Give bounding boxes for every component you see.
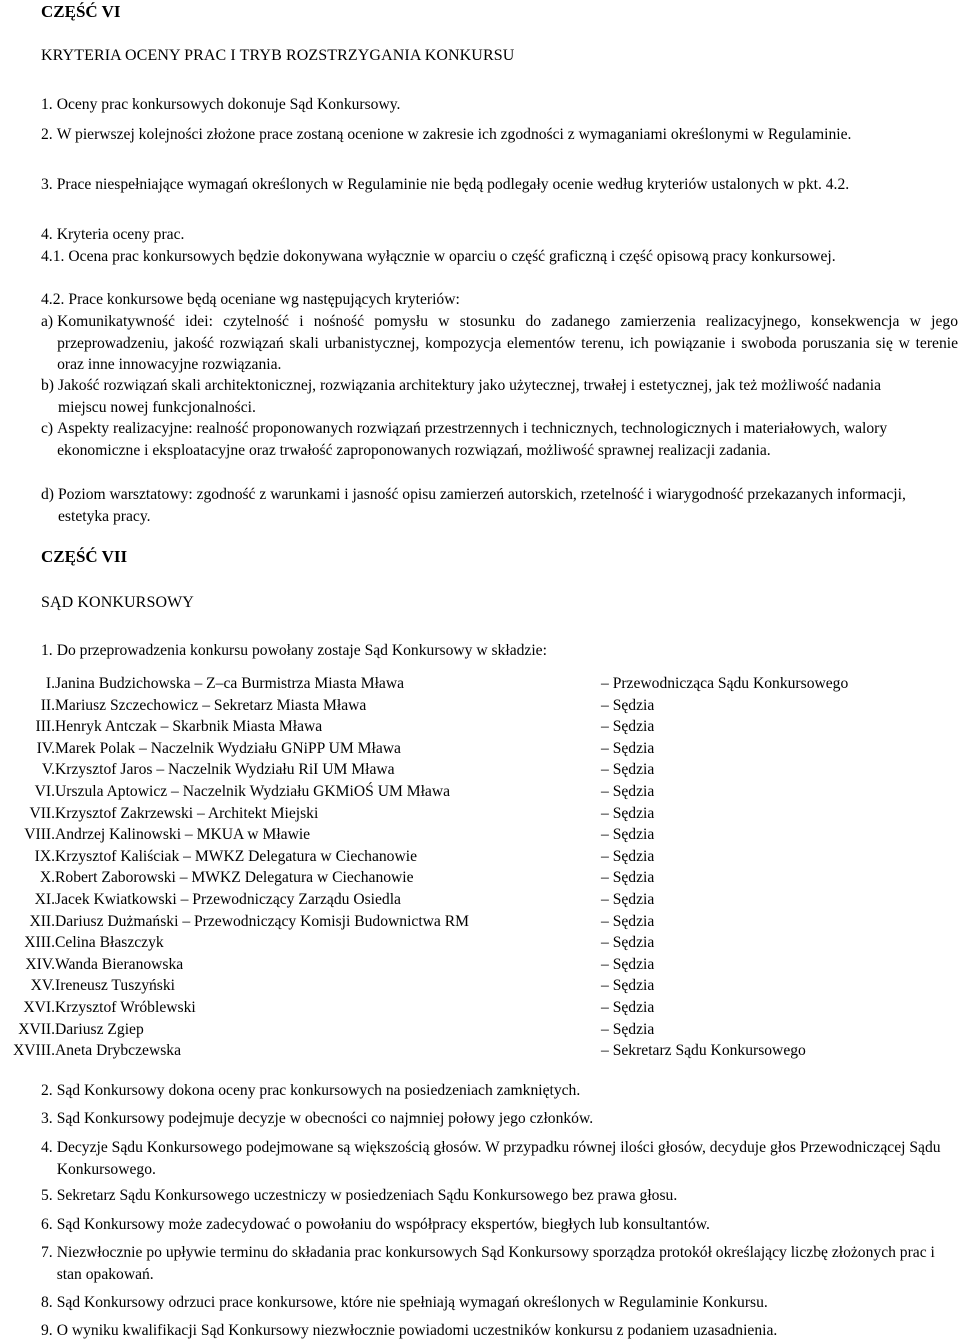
jury-member-role: – Sędzia xyxy=(601,739,655,757)
jury-member-name: Urszula Aptowicz – Naczelnik Wydziału GKMiOŚ UM Mława xyxy=(55,782,451,800)
item-number: 5. xyxy=(41,1187,53,1204)
criterion-letter: d) xyxy=(41,486,54,503)
item-number: 4. xyxy=(41,1139,53,1156)
item-number: 6. xyxy=(41,1216,53,1233)
jury-member-role: – Sędzia xyxy=(601,696,655,714)
jury-member-name: Ireneusz Tuszyński xyxy=(55,977,175,995)
jury-member-name: Andrzej Kalinowski – MKUA w Mławie xyxy=(55,826,311,844)
item-text: Sąd Konkursowy odrzuci prace konkursowe, które nie spełniają wymagań określonych w Regulaminie Konkursu. xyxy=(56,1294,768,1311)
jury-member-name: Aneta Drybczewska xyxy=(55,1042,181,1060)
jury-member-role: – Sędzia xyxy=(601,955,655,973)
item-text: Sąd Konkursowy dokona oceny prac konkursowych na posiedzeniach zamkniętych. xyxy=(56,1082,581,1099)
jury-row xyxy=(13,803,848,825)
jury-member-name: Henryk Antczak – Skarbnik Miasta Mława xyxy=(55,718,323,736)
jury-row xyxy=(13,759,848,781)
item-text: W pierwszej kolejności złożone prace zostaną ocenione w zakresie ich zgodności z wymaganiami określonymi w Regulaminie. xyxy=(56,126,852,143)
jury-member-role: – Sędzia xyxy=(601,761,655,779)
jury-roman-numeral: XVII. xyxy=(18,1020,55,1038)
jury-member-name: Krzysztof Wróblewski xyxy=(55,998,196,1016)
jury-roman-numeral: IV. xyxy=(36,739,55,757)
item-number: 8. xyxy=(41,1294,53,1311)
jury-roman-numeral: XII. xyxy=(29,912,55,930)
jury-roman-numeral: I. xyxy=(45,675,55,692)
jury-roman-numeral: III. xyxy=(35,718,55,736)
jury-row xyxy=(13,867,848,889)
part6-heading: CZĘŚĆ VI xyxy=(41,2,121,21)
jury-member-role: – Sędzia xyxy=(601,804,655,822)
jury-member-role: – Sędzia xyxy=(601,782,655,800)
item-text: Niezwłocznie po upływie terminu do składania prac konkursowych Sąd Konkursowy sporządza protokół określający liczbę złożonych prac i stan opakowań. xyxy=(56,1244,935,1283)
list-item xyxy=(41,1242,958,1285)
item-text: Decyzje Sądu Konkursowego podejmowane są większością głosów. W przypadku równej ilości głosów, decyduje głos Przewodniczącej Sądu Konkursowego. xyxy=(56,1139,941,1178)
list-item xyxy=(41,94,941,116)
item-text: Sekretarz Sądu Konkursowego uczestniczy w posiedzeniach Sądu Konkursowego bez prawa głosu. xyxy=(56,1187,678,1204)
criterion-letter: a) xyxy=(41,313,54,330)
jury-member-role: – Przewodnicząca Sądu Konkursowego xyxy=(601,675,849,692)
item-number: 1. xyxy=(41,96,53,113)
list-item xyxy=(41,1137,958,1180)
list-item xyxy=(41,640,941,662)
list-item xyxy=(41,1185,941,1207)
criterion-text: Komunikatywność idei: czytelność i nośność pomysłu w stosunku do zadanego zamierzenia realizacyjnego, konsekwencja w jego przeprowadzeniu, jakość rozwiązań skali urbanistycznej, kompozycja elementów terenu, ich powiązanie i swoboda poruszania się w terenie oraz inne innowacyjne rozwiązania. xyxy=(57,313,958,373)
criterion-item xyxy=(41,418,921,461)
jury-member-name: Janina Budzichowska – Z–ca Burmistrza Miasta Mława xyxy=(55,675,405,692)
jury-roman-numeral: XVI. xyxy=(23,998,55,1016)
jury-row xyxy=(13,975,848,997)
jury-roman-numeral: IX. xyxy=(34,847,55,865)
criterion-letter: c) xyxy=(41,420,54,437)
jury-member-name: Marek Polak – Naczelnik Wydziału GNiPP UM Mława xyxy=(55,739,401,757)
jury-row xyxy=(13,673,848,695)
jury-member-name: Robert Zaborowski – MWKZ Delegatura w Ciechanowie xyxy=(55,869,414,887)
list-item xyxy=(41,1292,958,1314)
jury-row xyxy=(13,1019,848,1041)
part7-heading: CZĘŚĆ VII xyxy=(41,547,128,566)
jury-member-name: Dariusz Dużmański – Przewodniczący Komisji Budownictwa RM xyxy=(55,912,470,930)
item-number: 4. xyxy=(41,226,53,243)
jury-member-role: – Sędzia xyxy=(601,718,655,736)
item-text: Prace niespełniające wymagań określonych w Regulaminie nie będą podlegały ocenie według kryteriów ustalonych w pkt. 4.2. xyxy=(56,176,850,193)
jury-member-role: – Sędzia xyxy=(601,826,655,844)
criterion-letter: b) xyxy=(41,377,54,394)
jury-member-name: Dariusz Zgiep xyxy=(55,1020,144,1038)
jury-row xyxy=(13,932,848,954)
criterion-text: Poziom warsztatowy: zgodność z warunkami i jasność opisu zamierzeń autorskich, rzetelność i wiarygodność przekazanych informacji, estetyka pracy. xyxy=(58,486,906,525)
list-item xyxy=(41,289,941,311)
criterion-item xyxy=(41,375,921,418)
list-item xyxy=(41,246,911,268)
jury-row xyxy=(13,846,848,868)
list-item xyxy=(41,174,941,196)
list-item xyxy=(41,1080,941,1102)
item-text: Sąd Konkursowy może zadecydować o powołaniu do współpracy ekspertów, biegłych lub konsultantów. xyxy=(56,1216,710,1233)
jury-roman-numeral: XI. xyxy=(34,890,55,908)
jury-member-role: – Sędzia xyxy=(601,890,655,908)
jury-member-name: Jacek Kwiatkowski – Przewodniczący Zarządu Osiedla xyxy=(55,890,401,908)
list-item xyxy=(41,1214,941,1236)
item-number: 2. xyxy=(41,1082,53,1099)
jury-roman-numeral: XVIII. xyxy=(13,1042,55,1060)
jury-member-role: – Sędzia xyxy=(601,869,655,887)
item-text: O wyniku kwalifikacji Sąd Konkursowy niezwłocznie powiadomi uczestników konkursu z podaniem uzasadnienia. xyxy=(56,1322,778,1339)
jury-member-role: – Sędzia xyxy=(601,934,655,952)
item-text: Oceny prac konkursowych dokonuje Sąd Konkursowy. xyxy=(56,96,401,113)
criterion-text: Aspekty realizacyjne: realność proponowanych rozwiązań przestrzennych i technicznych, technologicznych i materiałowych, walory ekonomiczne i eksploatacyjne oraz trwałość zaproponowanych rozwiązań, możliwość sprawnej realizacji zadania. xyxy=(57,420,888,459)
item-text: Kryteria oceny prac. xyxy=(56,226,185,243)
jury-member-name: Wanda Bieranowska xyxy=(55,955,184,973)
part6-subheading: KRYTERIA OCENY PRAC I TRYB ROZSTRZYGANIA KONKURSU xyxy=(41,47,515,64)
item-number: 4.1. xyxy=(41,248,65,265)
item-text: Prace konkursowe będą oceniane wg następujących kryteriów: xyxy=(68,291,460,308)
list-item xyxy=(41,124,941,146)
jury-member-name: Krzysztof Jaros – Naczelnik Wydziału RiI UM Mława xyxy=(55,761,395,779)
item-number: 2. xyxy=(41,126,53,143)
item-text: Sąd Konkursowy podejmuje decyzje w obecności co najmniej połowy jego członków. xyxy=(56,1110,594,1127)
jury-member-role: – Sędzia xyxy=(601,977,655,995)
jury-roman-numeral: VIII. xyxy=(24,826,55,844)
jury-roman-numeral: XV. xyxy=(30,977,55,995)
jury-member-role: – Sędzia xyxy=(601,1020,655,1038)
item-number: 3. xyxy=(41,1110,53,1127)
jury-member-name: Celina Błaszczyk xyxy=(55,934,164,952)
item-number: 7. xyxy=(41,1244,53,1261)
jury-roman-numeral: VI. xyxy=(34,782,55,800)
jury-member-name: Krzysztof Zakrzewski – Architekt Miejski xyxy=(55,804,319,822)
jury-member-role: – Sekretarz Sądu Konkursowego xyxy=(601,1042,806,1060)
list-item xyxy=(41,1108,941,1130)
jury-member-name: Krzysztof Kaliściak – MWKZ Delegatura w Ciechanowie xyxy=(55,847,417,865)
jury-row xyxy=(13,781,848,803)
item-text: Ocena prac konkursowych będzie dokonywana wyłącznie w oparciu o część graficzną i część opisową pracy konkursowej. xyxy=(68,248,836,265)
jury-row xyxy=(13,716,848,738)
jury-member-role: – Sędzia xyxy=(601,912,655,930)
jury-member-name: Mariusz Szczechowicz – Sekretarz Miasta Mława xyxy=(55,696,367,714)
item-number: 4.2. xyxy=(41,291,65,308)
jury-roman-numeral: II. xyxy=(40,696,55,714)
jury-row xyxy=(13,695,848,717)
item-text: Do przeprowadzenia konkursu powołany zostaje Sąd Konkursowy w składzie: xyxy=(56,642,547,659)
jury-table xyxy=(13,673,848,1062)
criterion-item xyxy=(41,484,921,527)
item-number: 9. xyxy=(41,1322,53,1339)
list-item xyxy=(41,224,941,246)
jury-row xyxy=(13,824,848,846)
jury-member-role: – Sędzia xyxy=(601,847,655,865)
list-item xyxy=(41,1320,958,1342)
jury-row xyxy=(13,997,848,1019)
jury-roman-numeral: XIV. xyxy=(25,955,55,973)
part7-subheading: SĄD KONKURSOWY xyxy=(41,594,194,611)
jury-roman-numeral: XIII. xyxy=(24,934,55,952)
item-number: 3. xyxy=(41,176,53,193)
jury-row xyxy=(13,911,848,933)
criterion-item xyxy=(41,311,958,376)
jury-roman-numeral: X. xyxy=(39,869,55,887)
jury-member-role: – Sędzia xyxy=(601,998,655,1016)
criterion-text: Jakość rozwiązań skali architektonicznej, rozwiązania architektury jako użytecznej, trwałej i estetycznej, jak też możliwość nadania miejscu nowej funkcjonalności. xyxy=(58,377,882,416)
jury-row xyxy=(13,1040,848,1062)
jury-row xyxy=(13,954,848,976)
jury-row xyxy=(13,738,848,760)
item-number: 1. xyxy=(41,642,53,659)
jury-roman-numeral: V. xyxy=(41,761,55,779)
jury-roman-numeral: VII. xyxy=(29,804,55,822)
jury-row xyxy=(13,889,848,911)
